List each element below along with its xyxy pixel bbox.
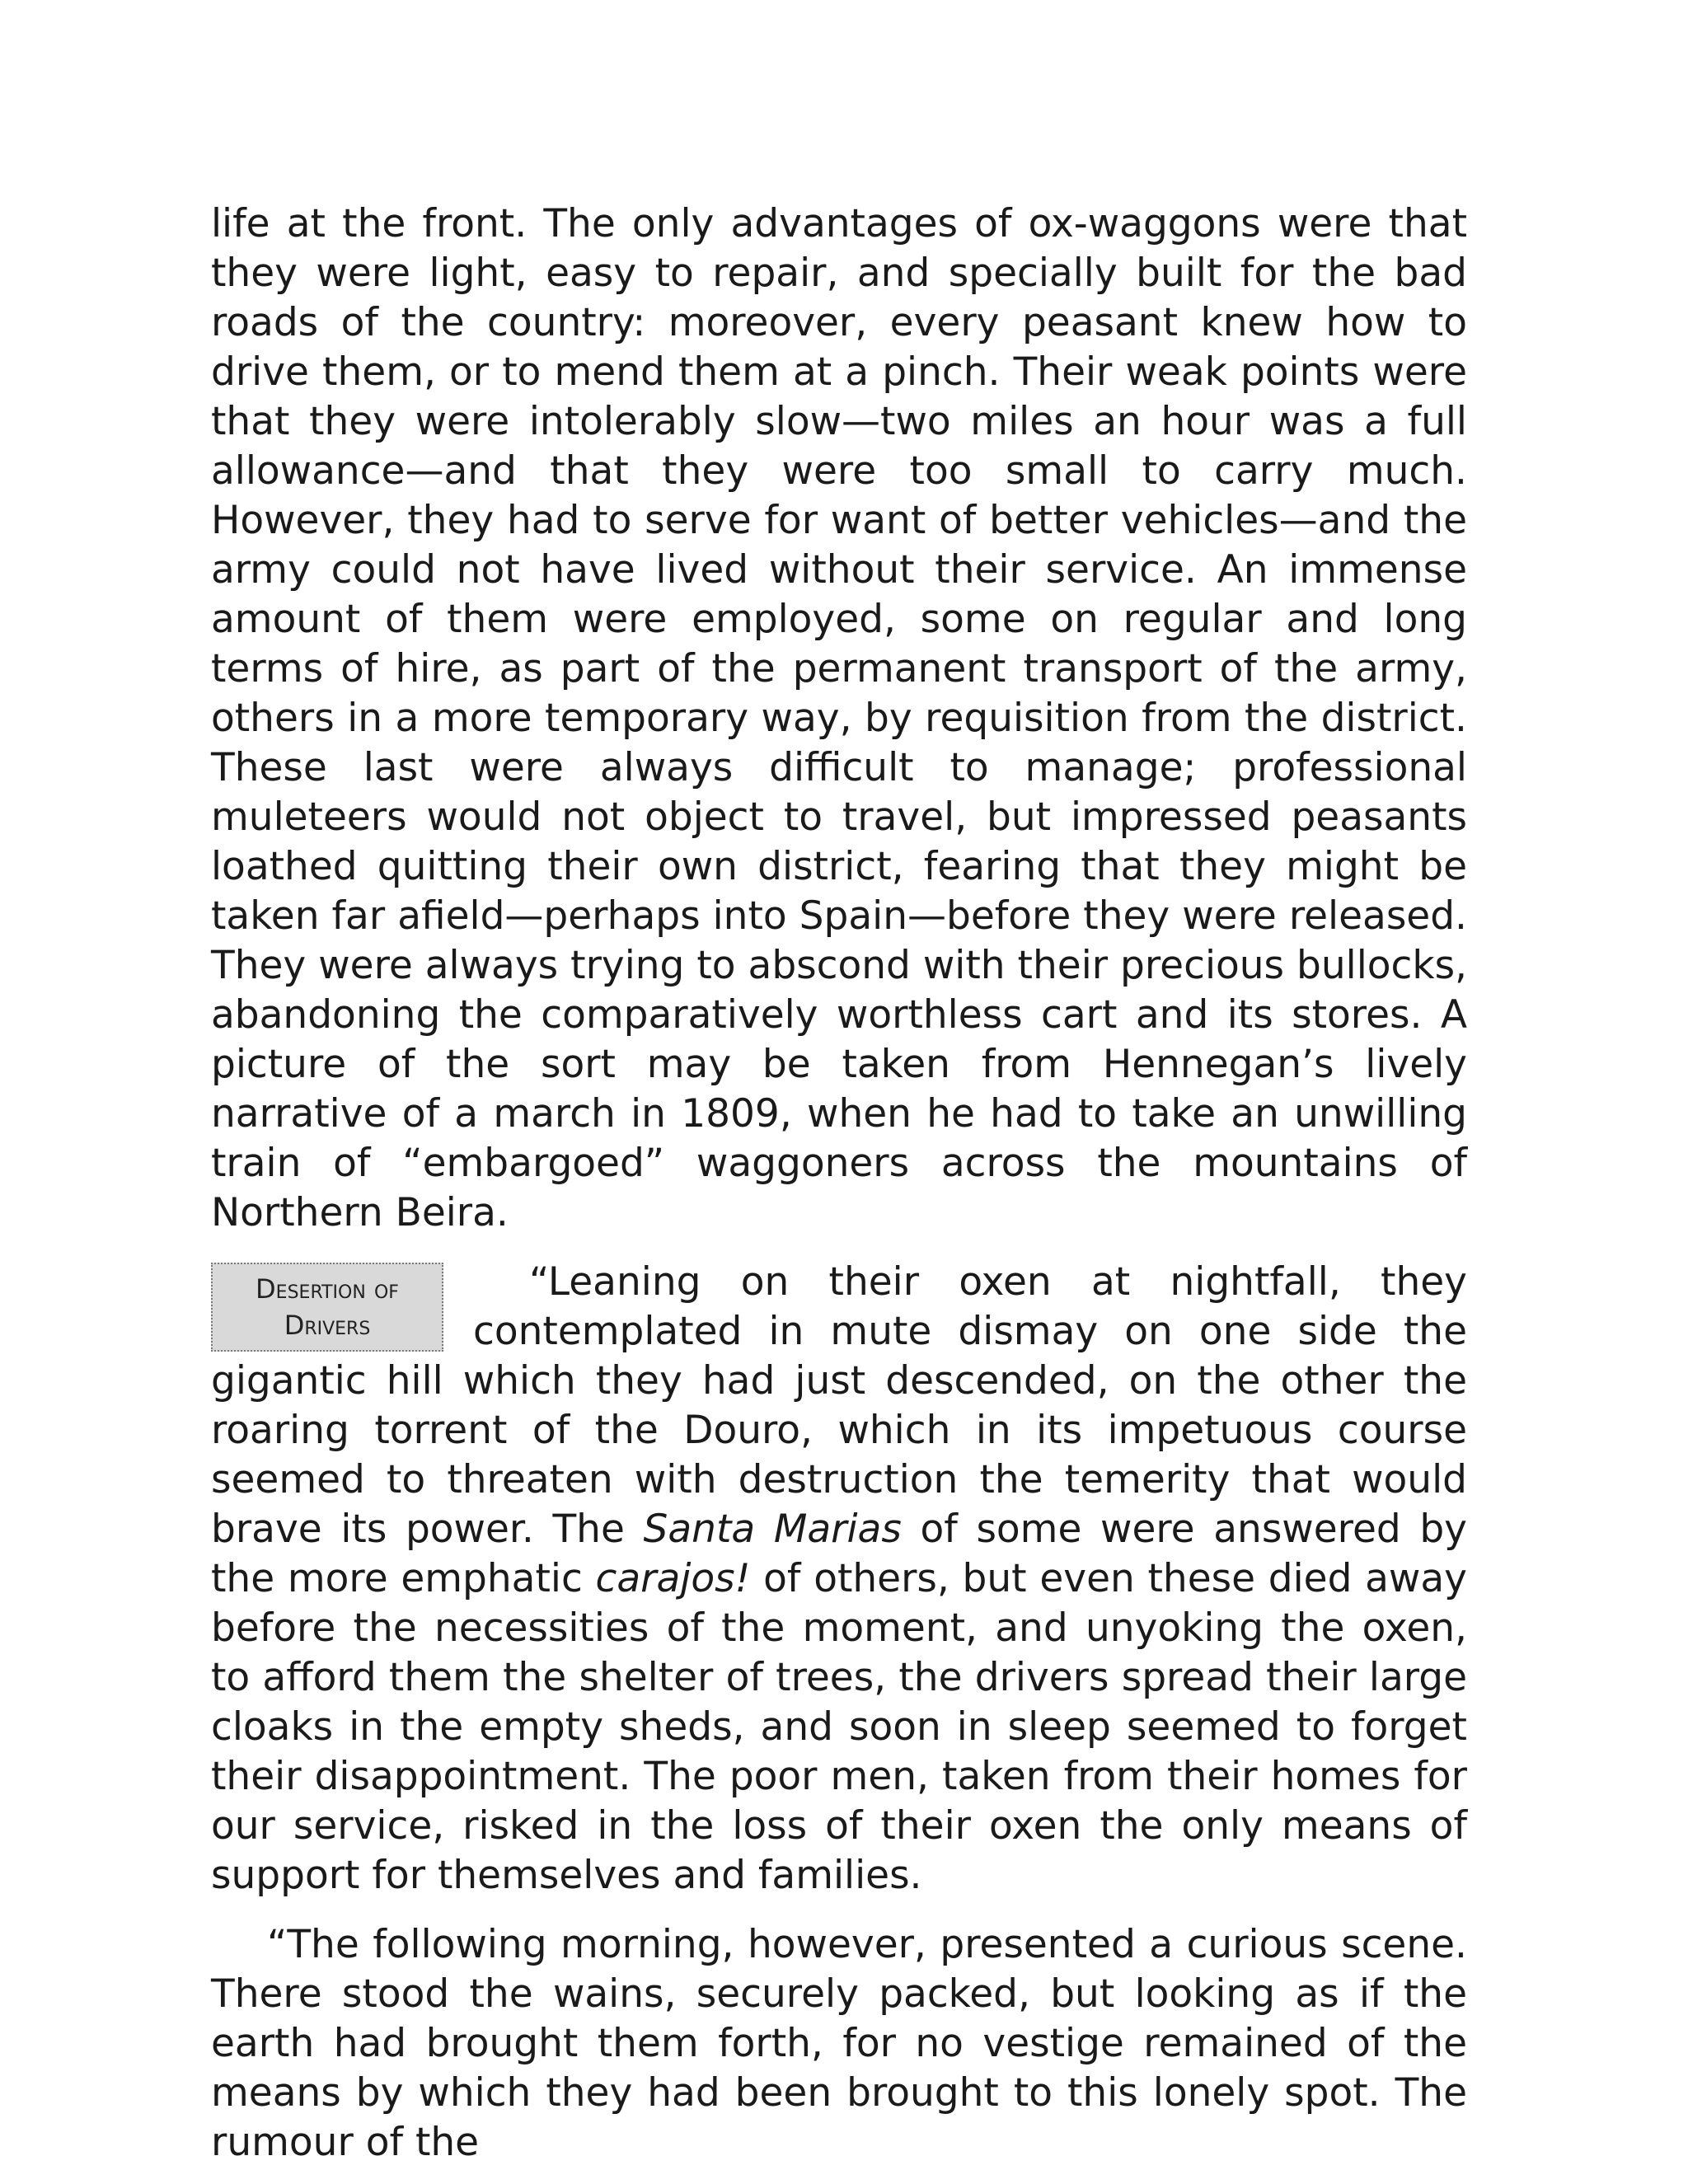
paragraph-2-text-1: “Leaning on their oxen at nightfall, they contemplated in mute dismay on one side the gigantic hill which they had just descended, on the other the roaring torrent of the Douro, which in its impetuous course seemed to threaten with destruction the temerity that would brave its power. The	[211, 1259, 1467, 1552]
paragraph-3: “The following morning, however, presented a curious scene. There stood the wains, securely packed, but looking as if the earth had brought them forth, for no vestige remained of the means by which they had been brought to this lonely spot. The rumour of the	[211, 1922, 1467, 2165]
paragraph-2	[211, 1258, 1467, 1900]
paragraph-2-text-2: of some were answered by the more emphatic	[211, 1507, 1467, 1601]
page-body	[211, 199, 1467, 2168]
sidenote-desertion-of-drivers: Desertion of Drivers	[211, 1263, 443, 1352]
italic-santa-marias: Santa Marias	[643, 1507, 902, 1552]
paragraph-1: life at the front. The only advantages of ox-waggons were that they were light, easy to repair, and specially built for the bad roads of the country: moreover, every peasant knew how to drive them, or to mend them at a pinch. Their weak points were that they were intolerably slow—two miles an hour was a full allowance—and that they were too small to carry much. However, they had to serve for want of better vehicles—and the army could not have lived without their service. An immense amount of them were employed, some on regular and long terms of hire, as part of the permanent transport of the army, others in a more temporary way, by requisition from the district. These last were always difficult to manage; professional muleteers would not object to travel, but impressed peasants loathed quitting their own district, fearing that they might be taken far afield—perhaps into Spain—before they were released. They were always trying to abscond with their precious bullocks, abandoning the comparatively worthless cart and its stores. A picture of the sort may be taken from Hennegan’s lively narrative of a march in 1809, when he had to take an unwilling train of “embargoed” waggoners across the mountains of Northern Beira.	[211, 201, 1467, 1235]
italic-carajos: carajos!	[595, 1556, 751, 1601]
paragraph-2-text-3: of others, but even these died away before the necessities of the moment, and unyoking the oxen, to afford them the shelter of trees, the drivers spread their large cloaks in the empty sheds, and soon in sleep seemed to forget their disappointment. The poor men, taken from their homes for our service, risked in the loss of their oxen the only means of support for themselves and families.	[211, 1556, 1467, 1898]
